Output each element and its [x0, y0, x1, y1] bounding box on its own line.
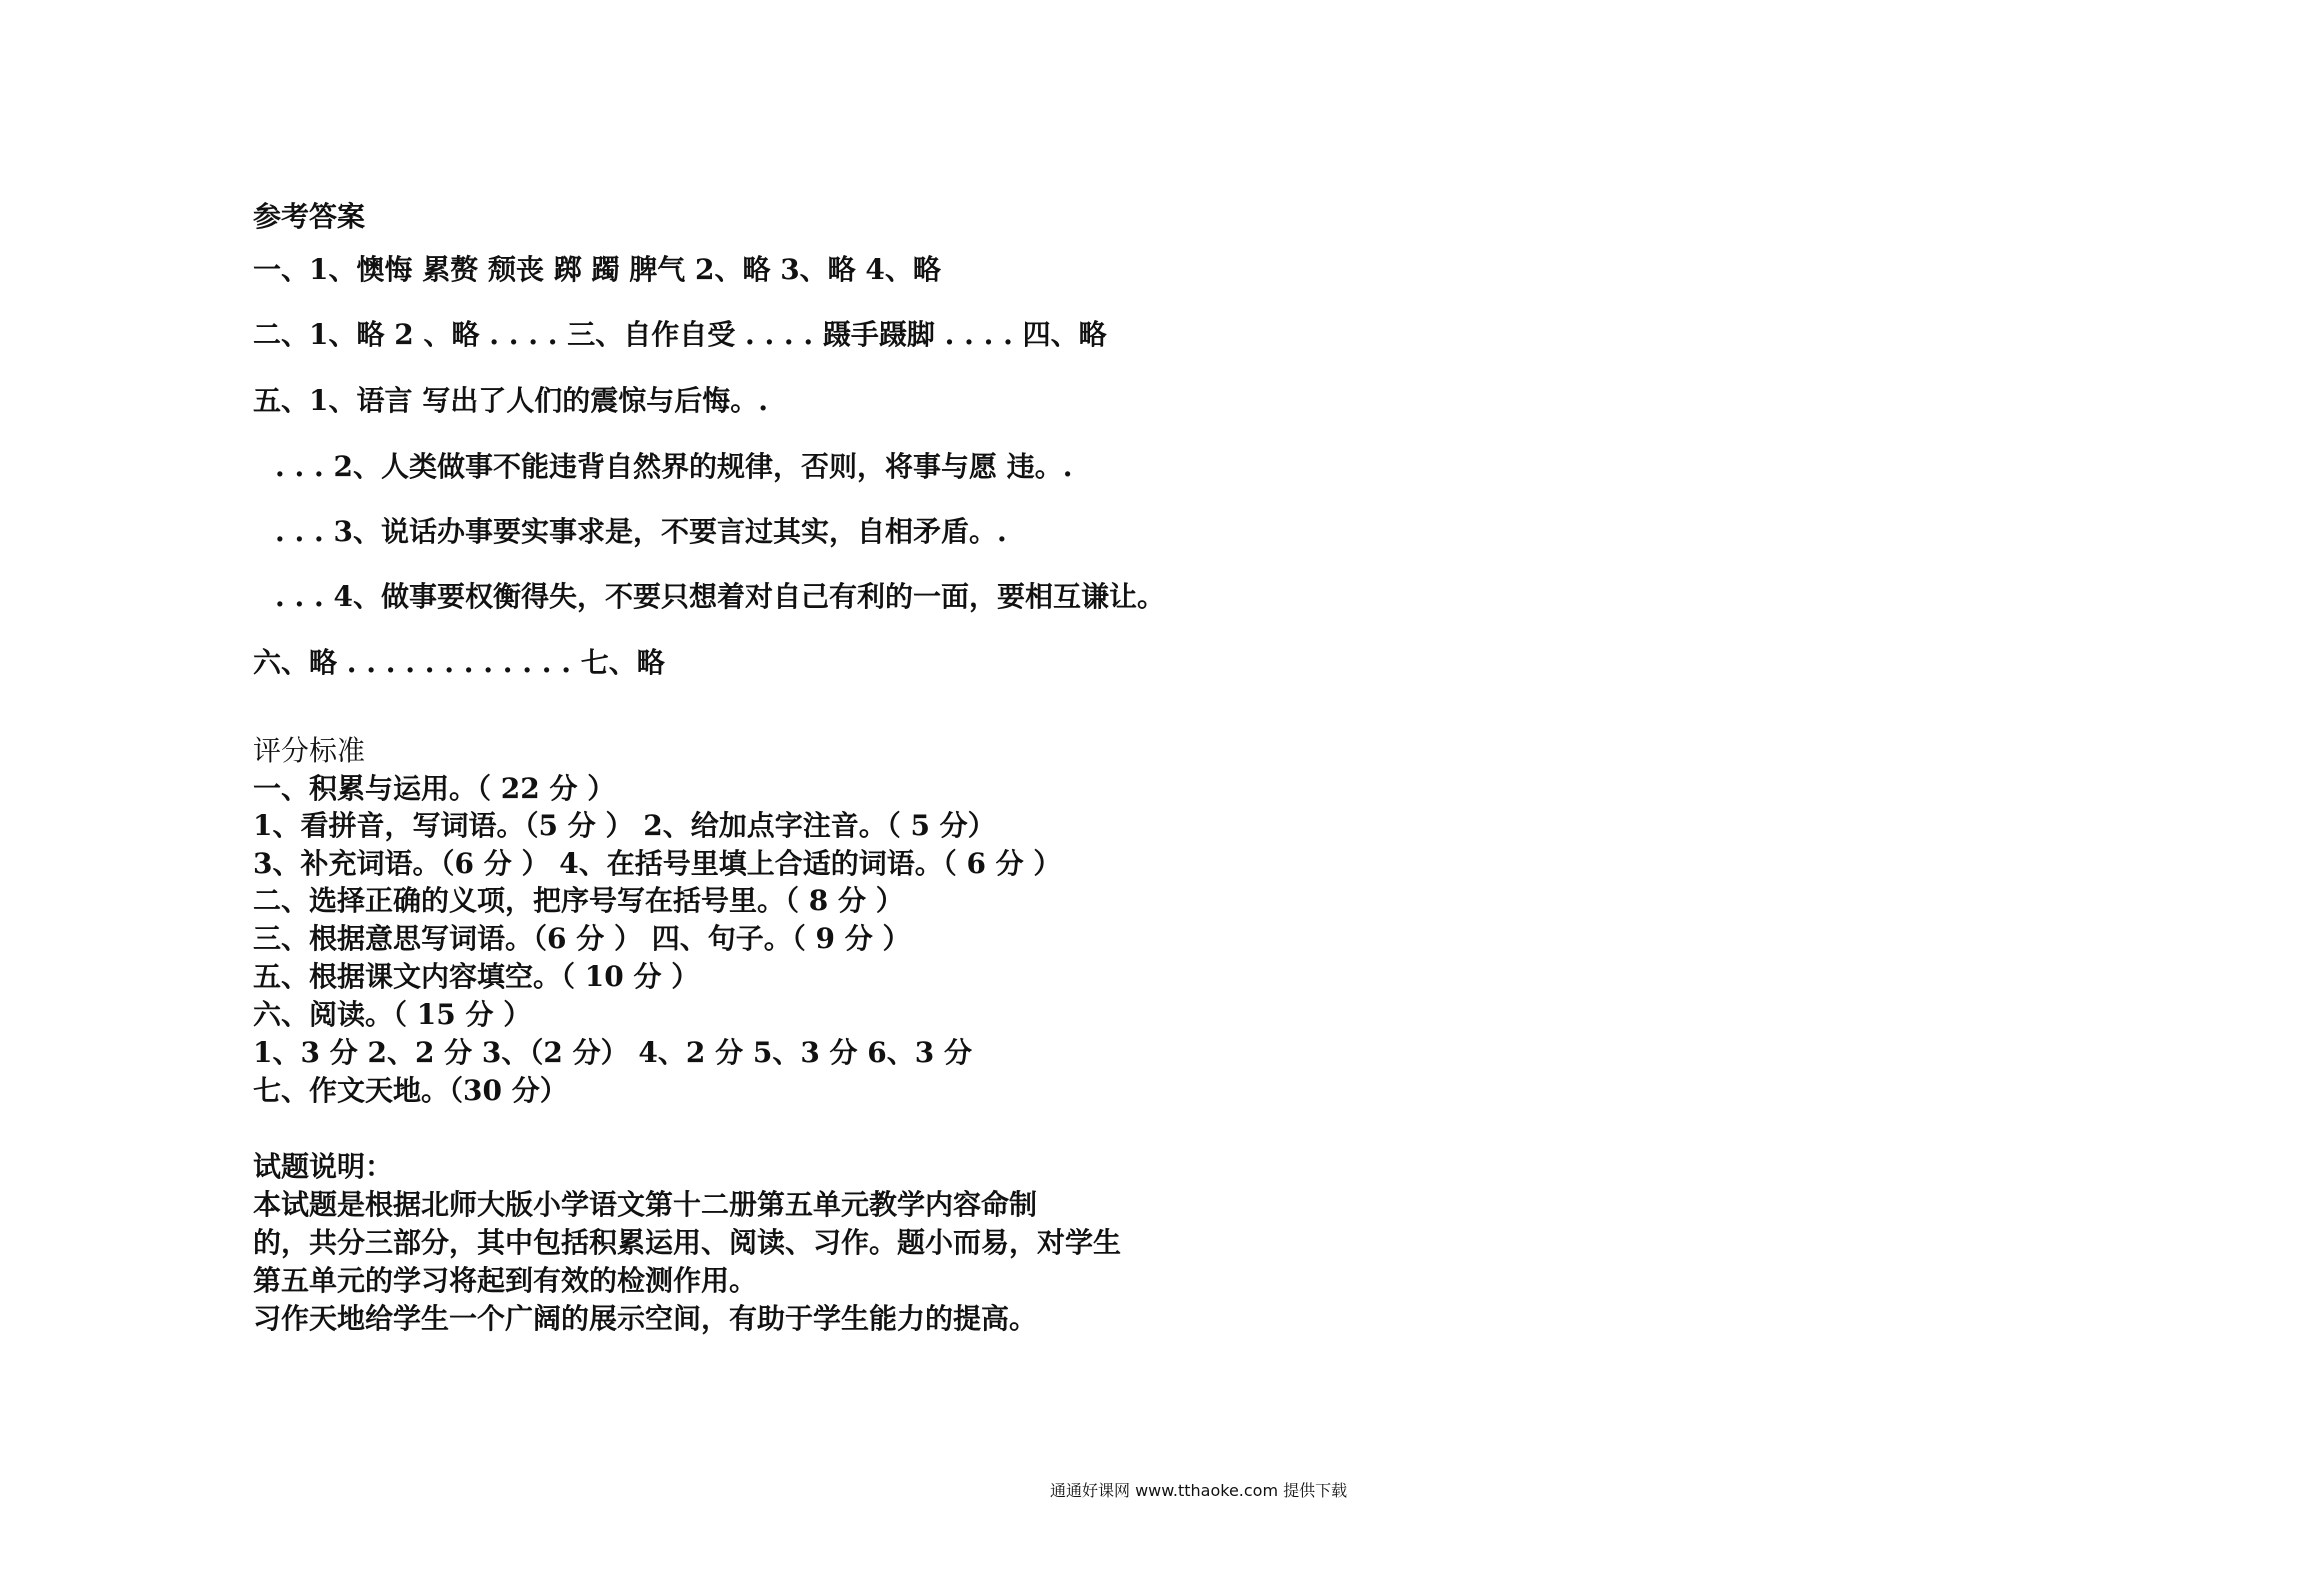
notes-line-2: 的，共分三部分，其中包括积累运用、阅读、习作。题小而易，对学生 [253, 1226, 1122, 1259]
answer-line-1: 一、1、懊悔 累赘 颓丧 踯 躅 脾气 2、略 3、略 4、略 [253, 253, 941, 286]
scoring-line-9: 七、作文天地。（30 分） [253, 1074, 568, 1107]
notes-title: 试题说明： [253, 1150, 394, 1183]
scoring-line-4: 二、选择正确的义项，把序号写在括号里。（ 8 分 ） [253, 884, 904, 917]
answer-line-4: . . . 2、人类做事不能违背自然界的规律，否则，将事与愿 违。. [275, 450, 1073, 483]
scoring-line-5: 三、根据意思写词语。（6 分 ） 四、句子。（ 9 分 ） [253, 922, 911, 955]
scoring-line-2: 1、看拼音，写词语。（5 分 ） 2、给加点字注音。（ 5 分） [253, 809, 996, 842]
scoring-line-1: 一、积累与运用。（ 22 分 ） [253, 772, 616, 805]
scoring-line-6: 五、根据课文内容填空。（ 10 分 ） [253, 960, 700, 993]
answer-line-5: . . . 3、说话办事要实事求是，不要言过其实，自相矛盾。. [275, 515, 1007, 548]
notes-line-1: 本试题是根据北师大版小学语文第十二册第五单元教学内容命制 [253, 1188, 1038, 1221]
answer-line-3: 五、1、语言 写出了人们的震惊与后悔。. [253, 384, 768, 417]
notes-line-3: 第五单元的学习将起到有效的检测作用。 [253, 1264, 758, 1297]
answer-line-7: 六、略 . . . . . . . . . . . . 七、略 [253, 646, 665, 679]
notes-line-4: 习作天地给学生一个广阔的展示空间，有助于学生能力的提高。 [253, 1302, 1038, 1335]
scoring-title: 评分标准 [253, 734, 366, 767]
answer-line-6: . . . 4、做事要权衡得失，不要只想着对自己有利的一面，要相互谦让。 [275, 580, 1165, 613]
footer-text: 通通好课网 www.tthaoke.com 提供下载 [1050, 1481, 1348, 1500]
answers-title: 参考答案 [253, 200, 366, 233]
scoring-line-3: 3、补充词语。（6 分 ） 4、在括号里填上合适的词语。（ 6 分 ） [253, 847, 1062, 880]
scoring-line-8: 1、3 分 2、2 分 3、（2 分） 4、2 分 5、3 分 6、3 分 [253, 1036, 973, 1069]
scoring-line-7: 六、阅读。（ 15 分 ） [253, 998, 532, 1031]
answer-line-2: 二、1、略 2 、略 . . . . 三、自作自受 . . . . 蹑手蹑脚 . . . . 四、略 [253, 318, 1107, 351]
